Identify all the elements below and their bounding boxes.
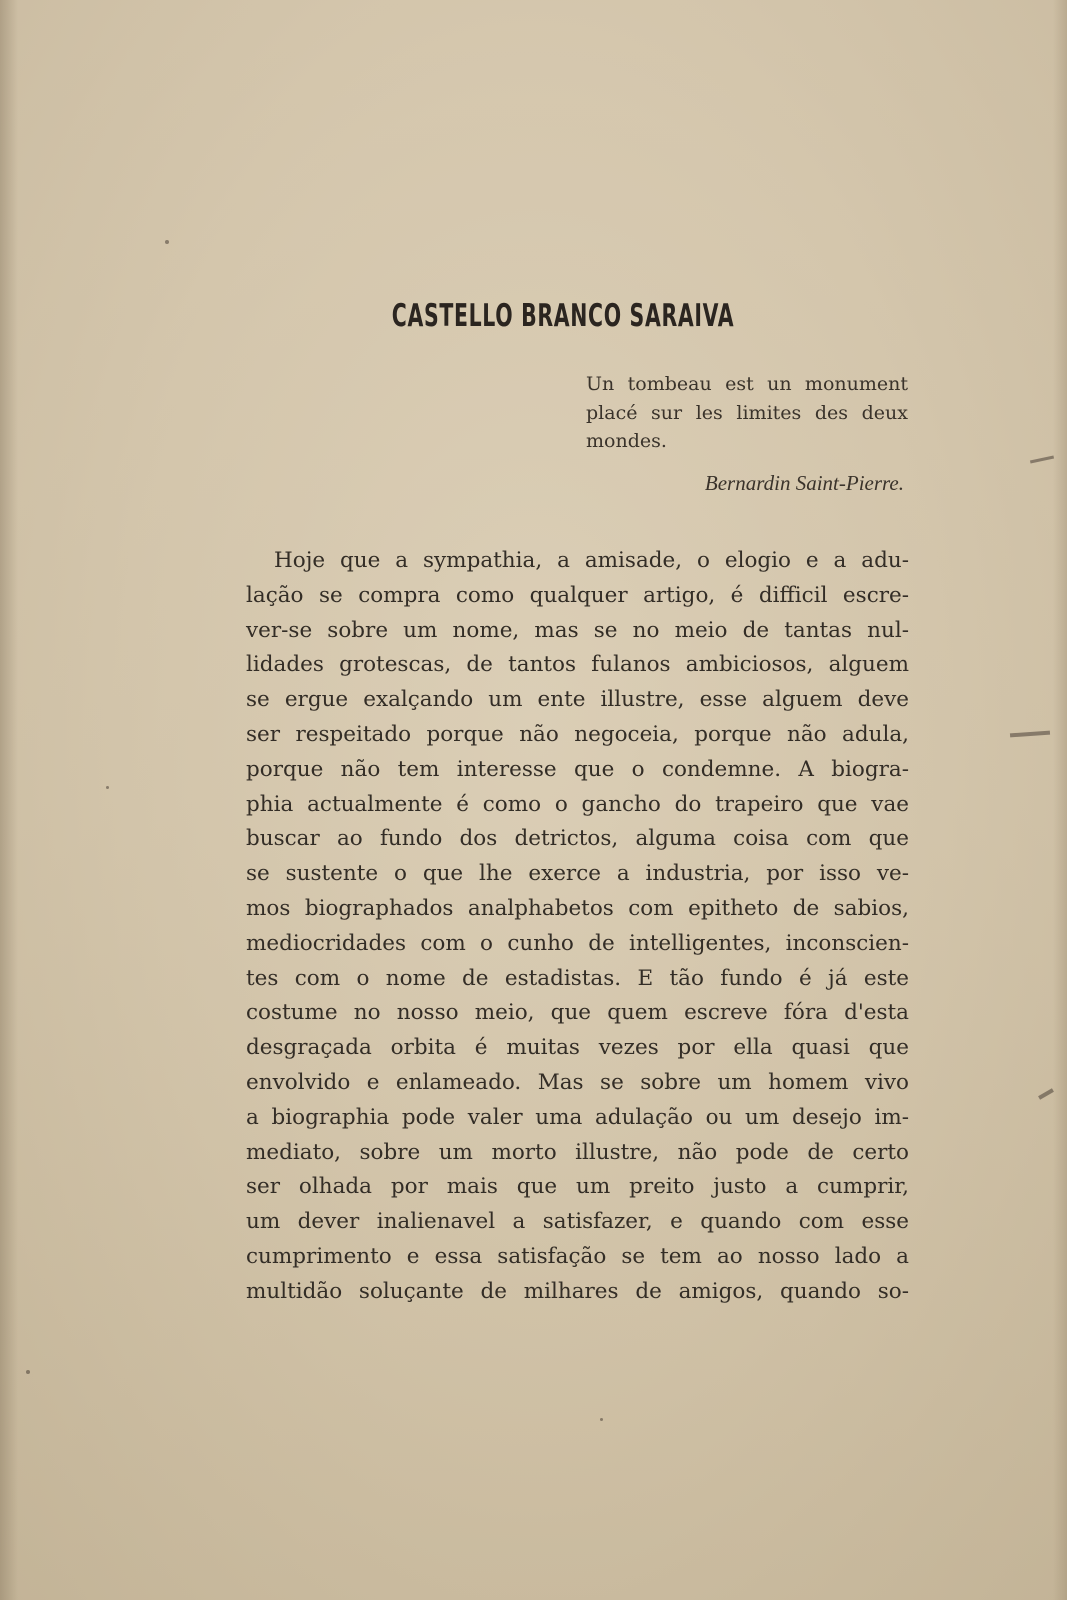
ink-smudge [1010,731,1050,738]
text-line: envolvido e enlameado. Mas se sobre um homem vivo [246,1069,909,1095]
text-line: lação se compra como qualquer artigo, é difficil escre- [246,582,909,608]
page-right-shadow [1053,0,1067,1600]
text-line: ver-se sobre um nome, mas se no meio de tantas nul- [246,617,909,643]
page-left-shadow [0,0,18,1600]
paper-speck [106,786,109,789]
paper-speck [165,240,169,244]
text-line: tes com o nome de estadistas. E tão fundo é já este [246,965,909,991]
text-line: ser olhada por mais que um preito justo a cumprir, [246,1174,909,1200]
text-line: multidão soluçante de milhares de amigos, quando so- [246,1278,909,1304]
chapter-title: CASTELLO BRANCO SARAIVA [391,298,735,334]
text-line: mediato, sobre um morto illustre, não pode de certo [246,1139,909,1165]
text-line: lidades grotescas, de tantos fulanos ambiciosos, alguem [246,652,909,678]
epigraph-text: Un tombeau est un monument placé sur les limites des deux mondes. [586,373,908,452]
text-line: cumprimento e essa satisfação se tem ao nosso lado a [246,1243,909,1269]
text-line: desgraçada orbita é muitas vezes por ella quasi que [246,1035,909,1061]
text-line: um dever inalienavel a satisfazer, e quando com esse [246,1209,909,1235]
body-paragraph [246,544,909,1310]
text-line: se sustente o que lhe exerce a industria, por isso ve- [246,861,909,887]
ink-smudge [1030,456,1054,464]
paper-speck [26,1370,30,1374]
epigraph [586,370,908,456]
text-line: mos biographados analphabetos com epitheto de sabios, [246,895,909,921]
text-line: costume no nosso meio, que quem escreve fóra d'esta [246,1000,909,1026]
ink-smudge [1038,1088,1054,1099]
text-line: phia actualmente é como o gancho do trapeiro que vae [246,791,909,817]
text-line: mediocridades com o cunho de intelligentes, inconscien- [246,930,909,956]
text-line: ser respeitado porque não negoceia, porque não adula, [246,721,909,747]
text-line: porque não tem interesse que o condemne. A biogra- [246,756,909,782]
text-line: Hoje que a sympathia, a amisade, o elogio e a adu- [274,548,909,573]
epigraph-attribution: Bernardin Saint-Pierre. [704,471,904,495]
text-line: a biographia pode valer uma adulação ou um desejo im- [246,1104,909,1130]
text-line: buscar ao fundo dos detrictos, alguma coisa com que [246,826,909,852]
paper-speck [600,1418,603,1421]
text-line: se ergue exalçando um ente illustre, esse alguem deve [246,687,909,713]
